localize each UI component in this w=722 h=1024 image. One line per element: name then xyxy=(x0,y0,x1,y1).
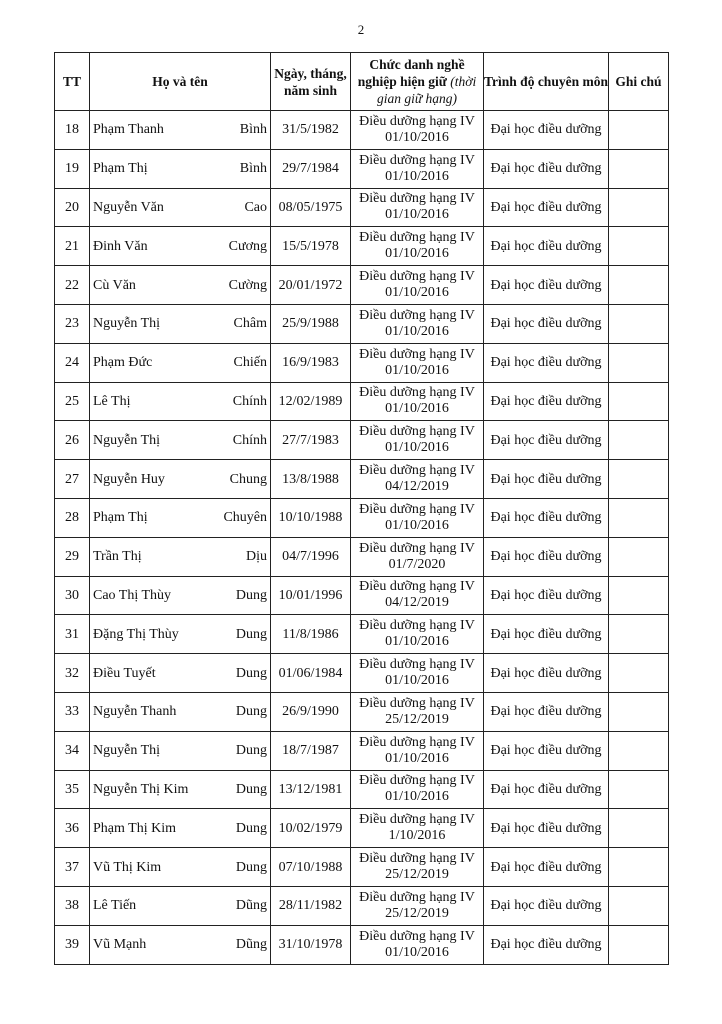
row-given-name: Dung xyxy=(235,704,267,720)
table-row xyxy=(55,692,669,731)
row-surname: Phạm Thị xyxy=(93,161,148,177)
row-dob: 13/12/1981 xyxy=(271,770,351,809)
row-surname: Phạm Thanh xyxy=(93,122,164,138)
row-title xyxy=(351,149,484,188)
row-name xyxy=(90,304,271,343)
row-surname: Đặng Thị Thùy xyxy=(93,626,179,642)
row-title-rank: Điều dưỡng hạng IV xyxy=(359,889,475,905)
row-name xyxy=(90,421,271,460)
row-note xyxy=(609,227,669,266)
row-dob: 15/5/1978 xyxy=(271,227,351,266)
row-title-rank: Điều dưỡng hạng IV xyxy=(359,773,475,789)
row-name xyxy=(90,149,271,188)
row-surname: Trần Thị xyxy=(93,549,142,565)
row-note xyxy=(609,731,669,770)
row-given-name: Cường xyxy=(228,277,267,293)
row-title-date: 01/10/2016 xyxy=(385,362,449,378)
row-name xyxy=(90,770,271,809)
row-tt: 38 xyxy=(55,886,90,925)
table-row xyxy=(55,615,669,654)
row-surname: Nguyễn Huy xyxy=(93,471,165,487)
row-note xyxy=(609,576,669,615)
row-name xyxy=(90,343,271,382)
row-level: Đại học điều dưỡng xyxy=(484,925,609,964)
row-title-rank: Điều dưỡng hạng IV xyxy=(359,191,475,207)
row-note xyxy=(609,266,669,305)
table-row xyxy=(55,731,669,770)
table-header-row xyxy=(55,53,669,111)
row-tt: 24 xyxy=(55,343,90,382)
row-tt: 36 xyxy=(55,809,90,848)
row-name xyxy=(90,460,271,499)
row-note xyxy=(609,848,669,887)
table-row xyxy=(55,343,669,382)
row-title xyxy=(351,537,484,576)
row-level: Đại học điều dưỡng xyxy=(484,460,609,499)
row-surname: Lê Tiến xyxy=(93,898,137,914)
row-given-name: Dũng xyxy=(235,937,267,953)
row-tt: 28 xyxy=(55,498,90,537)
row-name xyxy=(90,266,271,305)
row-note xyxy=(609,692,669,731)
row-title-date: 01/10/2016 xyxy=(385,517,449,533)
row-tt: 22 xyxy=(55,266,90,305)
row-given-name: Dung xyxy=(235,626,267,642)
row-title xyxy=(351,227,484,266)
row-surname: Phạm Thị Kim xyxy=(93,820,176,836)
row-level: Đại học điều dưỡng xyxy=(484,111,609,150)
row-title-rank: Điều dưỡng hạng IV xyxy=(359,540,475,556)
row-given-name: Chiến xyxy=(233,355,267,371)
row-note xyxy=(609,460,669,499)
row-level: Đại học điều dưỡng xyxy=(484,731,609,770)
row-dob: 16/9/1983 xyxy=(271,343,351,382)
row-title-rank: Điều dưỡng hạng IV xyxy=(359,695,475,711)
row-level: Đại học điều dưỡng xyxy=(484,227,609,266)
row-given-name: Cương xyxy=(228,238,267,254)
row-level: Đại học điều dưỡng xyxy=(484,848,609,887)
table-row xyxy=(55,421,669,460)
row-title-rank: Điều dưỡng hạng IV xyxy=(359,501,475,517)
row-dob: 31/5/1982 xyxy=(271,111,351,150)
header-name: Họ và tên xyxy=(90,53,271,111)
table-row xyxy=(55,149,669,188)
row-tt: 32 xyxy=(55,654,90,693)
row-note xyxy=(609,537,669,576)
row-tt: 37 xyxy=(55,848,90,887)
row-given-name: Bình xyxy=(239,122,267,138)
row-tt: 18 xyxy=(55,111,90,150)
row-name xyxy=(90,654,271,693)
header-dob: Ngày, tháng, năm sinh xyxy=(271,53,351,111)
row-tt: 33 xyxy=(55,692,90,731)
row-level: Đại học điều dưỡng xyxy=(484,809,609,848)
row-title xyxy=(351,111,484,150)
row-level: Đại học điều dưỡng xyxy=(484,615,609,654)
row-note xyxy=(609,925,669,964)
row-surname: Nguyễn Thị xyxy=(93,316,161,332)
row-title-rank: Điều dưỡng hạng IV xyxy=(359,424,475,440)
table-row xyxy=(55,188,669,227)
row-dob: 18/7/1987 xyxy=(271,731,351,770)
row-tt: 27 xyxy=(55,460,90,499)
row-title xyxy=(351,770,484,809)
row-title-date: 01/10/2016 xyxy=(385,673,449,689)
row-name xyxy=(90,615,271,654)
row-note xyxy=(609,770,669,809)
row-title-date: 01/10/2016 xyxy=(385,440,449,456)
table-row xyxy=(55,848,669,887)
row-title-rank: Điều dưỡng hạng IV xyxy=(359,812,475,828)
row-level: Đại học điều dưỡng xyxy=(484,886,609,925)
row-given-name: Chính xyxy=(232,393,267,409)
table-row xyxy=(55,770,669,809)
table-row xyxy=(55,576,669,615)
row-level: Đại học điều dưỡng xyxy=(484,188,609,227)
row-tt: 26 xyxy=(55,421,90,460)
row-note xyxy=(609,886,669,925)
row-note xyxy=(609,421,669,460)
row-title xyxy=(351,654,484,693)
row-note xyxy=(609,382,669,421)
row-dob: 25/9/1988 xyxy=(271,304,351,343)
row-name xyxy=(90,925,271,964)
row-title-date: 01/10/2016 xyxy=(385,789,449,805)
row-surname: Lê Thị xyxy=(93,393,131,409)
row-tt: 19 xyxy=(55,149,90,188)
row-dob: 08/05/1975 xyxy=(271,188,351,227)
row-dob: 12/02/1989 xyxy=(271,382,351,421)
row-dob: 29/7/1984 xyxy=(271,149,351,188)
header-title-main: Chức danh nghề nghiệp hiện giữ xyxy=(357,57,465,89)
row-name xyxy=(90,848,271,887)
row-title-date: 01/10/2016 xyxy=(385,944,449,960)
table-row xyxy=(55,382,669,421)
row-note xyxy=(609,343,669,382)
row-level: Đại học điều dưỡng xyxy=(484,654,609,693)
table-row xyxy=(55,809,669,848)
row-note xyxy=(609,809,669,848)
table-row xyxy=(55,498,669,537)
row-title xyxy=(351,692,484,731)
row-note xyxy=(609,111,669,150)
row-name xyxy=(90,692,271,731)
row-surname: Nguyễn Thị xyxy=(93,743,161,759)
table-row xyxy=(55,227,669,266)
row-dob: 10/02/1979 xyxy=(271,809,351,848)
table-row xyxy=(55,460,669,499)
row-dob: 11/8/1986 xyxy=(271,615,351,654)
row-title-date: 25/12/2019 xyxy=(385,905,449,921)
row-note xyxy=(609,615,669,654)
row-surname: Điều Tuyết xyxy=(93,665,156,681)
row-title-date: 01/10/2016 xyxy=(385,207,449,223)
row-dob: 04/7/1996 xyxy=(271,537,351,576)
row-title xyxy=(351,421,484,460)
row-tt: 29 xyxy=(55,537,90,576)
row-tt: 20 xyxy=(55,188,90,227)
row-title-date: 04/12/2019 xyxy=(385,479,449,495)
row-title-date: 25/12/2019 xyxy=(385,711,449,727)
row-tt: 30 xyxy=(55,576,90,615)
row-level: Đại học điều dưỡng xyxy=(484,343,609,382)
table-row xyxy=(55,886,669,925)
row-title-date: 04/12/2019 xyxy=(385,595,449,611)
row-given-name: Chuyên xyxy=(223,510,267,526)
row-title xyxy=(351,188,484,227)
row-dob: 31/10/1978 xyxy=(271,925,351,964)
row-title xyxy=(351,615,484,654)
row-name xyxy=(90,227,271,266)
row-dob: 07/10/1988 xyxy=(271,848,351,887)
row-given-name: Cao xyxy=(244,199,267,215)
row-given-name: Bình xyxy=(239,161,267,177)
row-title xyxy=(351,498,484,537)
row-title-rank: Điều dưỡng hạng IV xyxy=(359,463,475,479)
row-dob: 10/01/1996 xyxy=(271,576,351,615)
row-title xyxy=(351,848,484,887)
row-title-rank: Điều dưỡng hạng IV xyxy=(359,269,475,285)
row-title-date: 01/10/2016 xyxy=(385,168,449,184)
row-title xyxy=(351,925,484,964)
header-tt: TT xyxy=(55,53,90,111)
row-tt: 34 xyxy=(55,731,90,770)
row-note xyxy=(609,149,669,188)
row-title-date: 25/12/2019 xyxy=(385,867,449,883)
row-name xyxy=(90,498,271,537)
row-level: Đại học điều dưỡng xyxy=(484,770,609,809)
row-level: Đại học điều dưỡng xyxy=(484,149,609,188)
row-note xyxy=(609,498,669,537)
table-row xyxy=(55,266,669,305)
table-row xyxy=(55,654,669,693)
row-title xyxy=(351,343,484,382)
row-surname: Nguyễn Thanh xyxy=(93,704,177,720)
row-given-name: Chính xyxy=(232,432,267,448)
row-title-rank: Điều dưỡng hạng IV xyxy=(359,346,475,362)
row-title xyxy=(351,576,484,615)
row-dob: 13/8/1988 xyxy=(271,460,351,499)
table-row xyxy=(55,537,669,576)
row-title-rank: Điều dưỡng hạng IV xyxy=(359,928,475,944)
row-title-date: 01/10/2016 xyxy=(385,750,449,766)
row-dob: 26/9/1990 xyxy=(271,692,351,731)
row-surname: Nguyễn Văn xyxy=(93,199,164,215)
row-dob: 28/11/1982 xyxy=(271,886,351,925)
row-name xyxy=(90,382,271,421)
row-name xyxy=(90,731,271,770)
row-given-name: Dung xyxy=(235,587,267,603)
header-note: Ghi chú xyxy=(609,53,669,111)
row-level: Đại học điều dưỡng xyxy=(484,421,609,460)
row-tt: 31 xyxy=(55,615,90,654)
row-title-rank: Điều dưỡng hạng IV xyxy=(359,230,475,246)
row-given-name: Dung xyxy=(235,820,267,836)
row-title-rank: Điều dưỡng hạng IV xyxy=(359,152,475,168)
row-given-name: Dũng xyxy=(235,898,267,914)
row-level: Đại học điều dưỡng xyxy=(484,382,609,421)
row-given-name: Dung xyxy=(235,781,267,797)
row-name xyxy=(90,886,271,925)
row-dob: 20/01/1972 xyxy=(271,266,351,305)
header-title xyxy=(351,53,484,111)
table-row xyxy=(55,925,669,964)
row-title-date: 01/10/2016 xyxy=(385,634,449,650)
row-title xyxy=(351,886,484,925)
row-title-rank: Điều dưỡng hạng IV xyxy=(359,113,475,129)
row-level: Đại học điều dưỡng xyxy=(484,692,609,731)
row-title-rank: Điều dưỡng hạng IV xyxy=(359,734,475,750)
row-title-date: 01/10/2016 xyxy=(385,246,449,262)
row-level: Đại học điều dưỡng xyxy=(484,498,609,537)
table-row xyxy=(55,304,669,343)
row-given-name: Dung xyxy=(235,859,267,875)
row-surname: Vũ Thị Kim xyxy=(93,859,162,875)
row-surname: Nguyễn Thị Kim xyxy=(93,781,189,797)
row-tt: 25 xyxy=(55,382,90,421)
row-name xyxy=(90,111,271,150)
row-title-date: 01/10/2016 xyxy=(385,129,449,145)
row-surname: Vũ Mạnh xyxy=(93,937,147,953)
header-level: Trình độ chuyên môn xyxy=(484,53,609,111)
row-surname: Phạm Đức xyxy=(93,355,153,371)
row-given-name: Dịu xyxy=(246,549,267,565)
row-title-date: 1/10/2016 xyxy=(388,828,446,844)
header-title-note: (thời gian giữ hạng) xyxy=(376,74,477,106)
table-row xyxy=(55,111,669,150)
row-tt: 35 xyxy=(55,770,90,809)
row-given-name: Chung xyxy=(229,471,267,487)
row-title-date: 01/10/2016 xyxy=(385,285,449,301)
row-dob: 27/7/1983 xyxy=(271,421,351,460)
staff-table xyxy=(54,52,669,965)
row-given-name: Dung xyxy=(235,665,267,681)
row-tt: 21 xyxy=(55,227,90,266)
row-dob: 10/10/1988 xyxy=(271,498,351,537)
row-tt: 23 xyxy=(55,304,90,343)
row-surname: Cao Thị Thùy xyxy=(93,587,172,603)
row-note xyxy=(609,188,669,227)
row-title xyxy=(351,809,484,848)
row-given-name: Châm xyxy=(233,316,267,332)
row-title-rank: Điều dưỡng hạng IV xyxy=(359,385,475,401)
row-surname: Đinh Văn xyxy=(93,238,148,254)
row-level: Đại học điều dưỡng xyxy=(484,266,609,305)
row-name xyxy=(90,188,271,227)
row-title xyxy=(351,382,484,421)
row-title-date: 01/10/2016 xyxy=(385,323,449,339)
row-surname: Nguyễn Thị xyxy=(93,432,161,448)
row-title-rank: Điều dưỡng hạng IV xyxy=(359,851,475,867)
row-title-rank: Điều dưỡng hạng IV xyxy=(359,307,475,323)
row-title xyxy=(351,731,484,770)
row-title-date: 01/7/2020 xyxy=(388,556,446,572)
row-name xyxy=(90,809,271,848)
page-number: 2 xyxy=(357,22,365,37)
row-dob: 01/06/1984 xyxy=(271,654,351,693)
row-note xyxy=(609,654,669,693)
row-note xyxy=(609,304,669,343)
row-given-name: Dung xyxy=(235,743,267,759)
row-title-date: 01/10/2016 xyxy=(385,401,449,417)
row-surname: Phạm Thị xyxy=(93,510,148,526)
row-name xyxy=(90,537,271,576)
row-level: Đại học điều dưỡng xyxy=(484,576,609,615)
row-tt: 39 xyxy=(55,925,90,964)
row-title xyxy=(351,460,484,499)
row-level: Đại học điều dưỡng xyxy=(484,304,609,343)
row-name xyxy=(90,576,271,615)
row-surname: Cù Văn xyxy=(93,277,136,293)
row-level: Đại học điều dưỡng xyxy=(484,537,609,576)
row-title xyxy=(351,304,484,343)
row-title-rank: Điều dưỡng hạng IV xyxy=(359,657,475,673)
row-title xyxy=(351,266,484,305)
row-title-rank: Điều dưỡng hạng IV xyxy=(359,618,475,634)
row-title-rank: Điều dưỡng hạng IV xyxy=(359,579,475,595)
